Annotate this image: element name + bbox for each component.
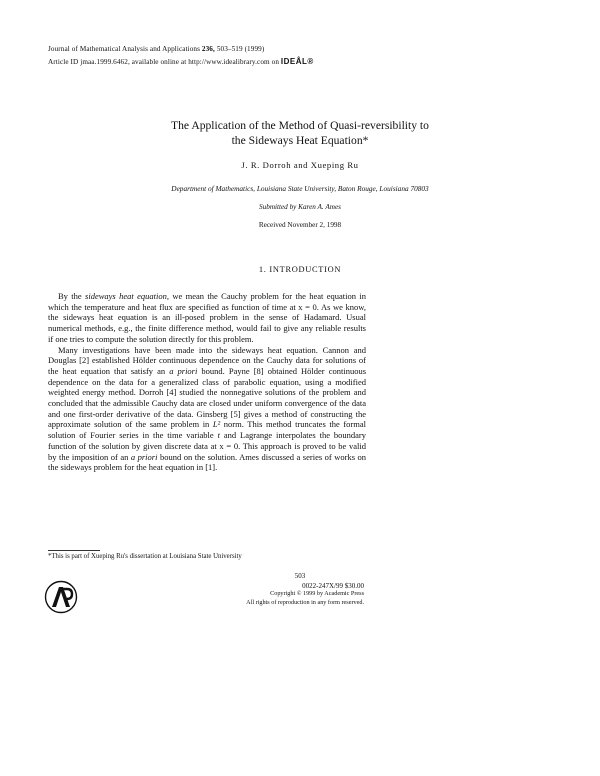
p1-rest: we mean the Cauchy problem for the heat equation in which the temperature and heat flux are specified as function of time at x = 0. As we know, the sideways heat equation is an ill-posed problem in the sense of Hadamard. Usual numerical methods, e.g., the finite difference method, would fail to give any reliable results if one tries to compute the solution directly for this problem. [48, 291, 366, 344]
submitted-by-text: Submitted by Karen A. Ames [259, 203, 341, 211]
issn-price: 0022-247X/99 $30.00 [302, 582, 364, 590]
journal-citation [48, 45, 264, 53]
rights-line: All rights of reproduction in any form reserved. [246, 598, 364, 606]
p2-part3: norm. This method truncates the formal solution of Fourier series in the time variable [48, 419, 366, 441]
submitted-by [0, 203, 600, 211]
ideal-logo: IDEÂL® [280, 57, 314, 66]
journal-name: Journal of Mathematical Analysis and Applications [48, 45, 201, 53]
p2-apriori-1: a priori [169, 365, 198, 376]
p2-apriori-2: a priori [130, 451, 158, 462]
p2-part1: Many investigations have been made into the sideways heat equation. Cannon and Douglas [2] established Hölder continuous dependence on the Cauchy data for solutions of the heat equation that satisfy an [48, 344, 366, 376]
p2-l2: L² [212, 419, 221, 430]
title-line-2: the Sideways Heat Equation* [231, 134, 369, 147]
affiliation: Department of Mathematics, Louisiana State University, Baton Rouge, Louisiana 70803 [171, 184, 429, 193]
body-text [48, 291, 366, 473]
footnote: *This is part of Xueping Ru's dissertation at Louisiana State University [48, 553, 242, 560]
footnote-rule [48, 550, 100, 551]
page-number: 503 [294, 572, 306, 580]
paragraph-2 [48, 345, 366, 473]
p2-part2: bound. Payne [8] obtained Hölder continuous dependence on the data for a generalized class of parabolic equation, using a modified weighted energy method. Dorroh [4] studied the nonnegative solutions of the problem and concluded that the admissible Cauchy data are closed under uniform convergence of the data and one first-order derivative of the data. Ginsberg [5] gives a method of constructing the approximate solution of the same problem in [48, 365, 367, 430]
copyright-line: Copyright © 1999 by Academic Press [270, 590, 364, 598]
journal-volume: 236, [201, 45, 215, 53]
journal-pages: 503–519 (1999) [216, 45, 265, 53]
p2-t-variable: t [217, 430, 220, 441]
p1-term: sideways heat equation, [85, 291, 169, 301]
paper-title [0, 118, 600, 148]
p2-part4: and Lagrange interpolates the boundary function of the solution by given discrete data at x = 0. This approach is proved to be valid by the imposition of an [48, 430, 366, 462]
article-id-line [48, 57, 314, 66]
title-line-1: The Application of the Method of Quasi-reversibility to [171, 119, 429, 132]
academic-press-logo-svg [44, 580, 78, 614]
p1-lead: By the [58, 291, 86, 301]
received-date: Received November 2, 1998 [258, 221, 342, 229]
academic-press-logo-icon [44, 580, 78, 614]
paragraph-1 [48, 291, 366, 345]
authors: J. R. Dorroh and Xueping Ru [241, 160, 359, 170]
article-id-text: Article ID jmaa.1999.6462, available online at http://www.idealibrary.com on [48, 58, 280, 66]
section-heading: 1. INTRODUCTION [258, 265, 342, 274]
p2-part5: bound on the solution. Ames discussed a series of works on the sideways problem for the heat equation in [1]. [48, 451, 367, 473]
copyright-block [246, 582, 364, 607]
